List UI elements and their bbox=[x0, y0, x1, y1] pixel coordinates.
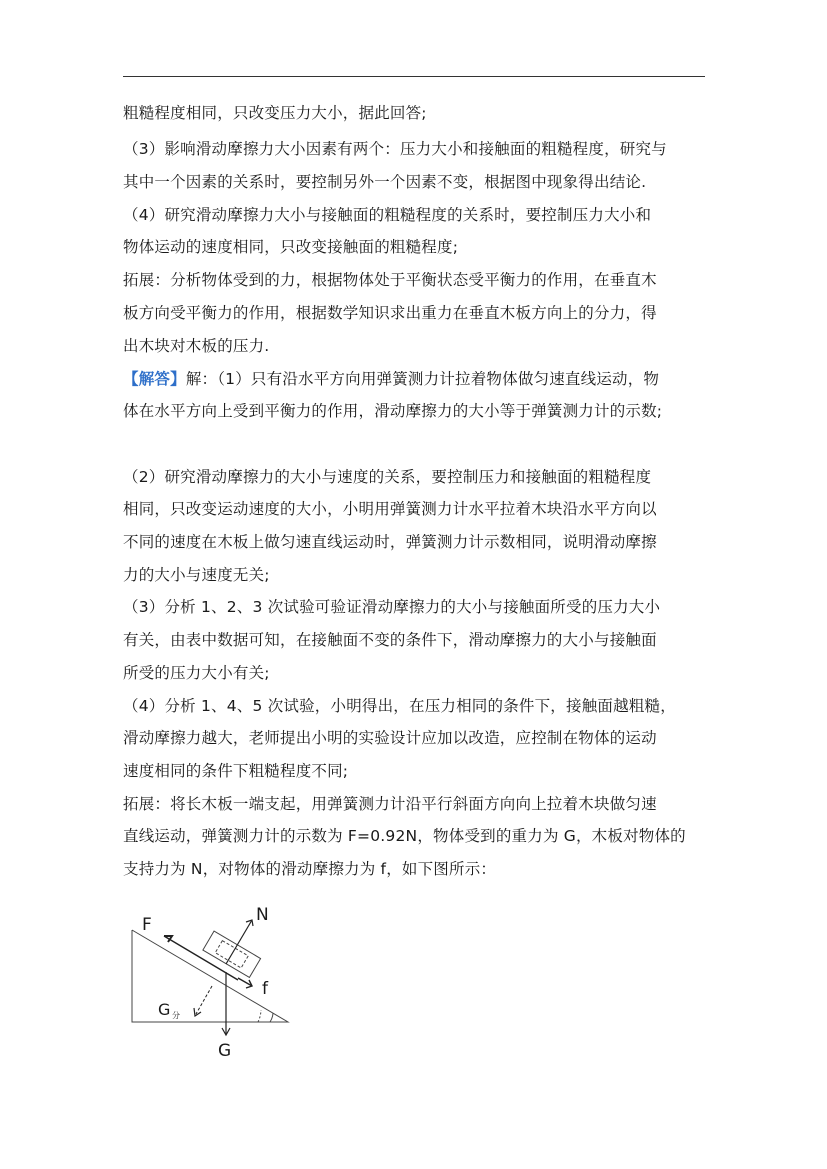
answer-line-7: （3）分析 1、2、3 次试验可验证滑动摩擦力的大小与接触面所受的压力大小 bbox=[123, 598, 661, 616]
answer-line-4: 相同，只改变运动速度的大小，小明用弹簧测力计水平拉着木块沿水平方向以 bbox=[123, 500, 657, 518]
answer-line-3: （2）研究滑动摩擦力的大小与速度的关系，要控制压力和接触面的粗糙程度 bbox=[123, 468, 652, 486]
angle-arc-inner bbox=[258, 1010, 261, 1022]
text-line-6: 拓展：分析物体受到的力，根据物体处于平衡状态受平衡力的作用，在垂直木 bbox=[123, 271, 657, 289]
text-line-8: 出木块对木板的压力. bbox=[123, 337, 270, 355]
answer-line-12: 速度相同的条件下粗糙程度不同; bbox=[123, 762, 349, 780]
answer-label: 【解答】 bbox=[123, 370, 186, 388]
angle-arc bbox=[270, 1013, 273, 1022]
force-F-arrow bbox=[164, 936, 238, 980]
text-line-5: 物体运动的速度相同，只改变接触面的粗糙程度; bbox=[123, 238, 459, 256]
answer-line-2: 体在水平方向上受到平衡力的作用，滑动摩擦力的大小等于弹簧测力计的示数; bbox=[123, 402, 663, 420]
text-line-3: 其中一个因素的关系时，要控制另外一个因素不变，根据图中现象得出结论. bbox=[123, 173, 647, 191]
text-line-1: 粗糙程度相同，只改变压力大小，据此回答; bbox=[123, 104, 427, 122]
header-rule bbox=[123, 76, 705, 77]
label-G: G bbox=[218, 1041, 232, 1061]
label-N: N bbox=[256, 905, 269, 925]
answer-line-13: 拓展：将长木板一端支起，用弹簧测力计沿平行斜面方向向上拉着木块做匀速 bbox=[123, 795, 657, 813]
text-line-4: （4）研究滑动摩擦力大小与接触面的粗糙程度的关系时，要控制压力大小和 bbox=[123, 206, 652, 224]
label-G-component: G bbox=[158, 1000, 171, 1019]
answer-line-6: 力的大小与速度无关; bbox=[123, 566, 270, 584]
answer-line-11: 滑动摩擦力越大，老师提出小明的实验设计应加以改造，应控制在物体的运动 bbox=[123, 729, 657, 747]
text-line-2: （3）影响滑动摩擦力大小因素有两个：压力大小和接触面的粗糙程度，研究与 bbox=[123, 140, 667, 158]
force-G-component-arrow bbox=[196, 986, 212, 1014]
answer-line-9: 所受的压力大小有关; bbox=[123, 664, 270, 682]
force-N-arrow bbox=[226, 920, 252, 964]
label-G-component-sub: 分 bbox=[172, 1011, 180, 1020]
answer-line-15: 支持力为 N，对物体的滑动摩擦力为 f，如下图所示： bbox=[123, 860, 497, 878]
answer-line-14: 直线运动，弹簧测力计的示数为 F=0.92N，物体受到的重力为 G，木板对物体的 bbox=[123, 827, 686, 845]
incline-force-diagram bbox=[120, 898, 320, 1068]
label-F: F bbox=[142, 915, 152, 935]
force-G-component-arrowhead bbox=[194, 1008, 201, 1016]
answer-line-8: 有关，由表中数据可知，在接触面不变的条件下，滑动摩擦力的大小与接触面 bbox=[123, 631, 657, 649]
answer-line-5: 不同的速度在木板上做匀速直线运动时，弹簧测力计示数相同，说明滑动摩擦 bbox=[123, 533, 657, 551]
label-f: f bbox=[262, 979, 268, 999]
answer-line-10: （4）分析 1、4、5 次试验，小明得出，在压力相同的条件下，接触面越粗糙， bbox=[123, 697, 676, 715]
incline-triangle bbox=[132, 930, 288, 1022]
answer-first-text: 解：（1）只有沿水平方向用弹簧测力计拉着物体做匀速直线运动，物 bbox=[185, 370, 660, 388]
text-line-7: 板方向受平衡力的作用，根据数学知识求出重力在垂直木板方向上的分力，得 bbox=[123, 304, 657, 322]
answer-line-1 bbox=[123, 369, 723, 389]
